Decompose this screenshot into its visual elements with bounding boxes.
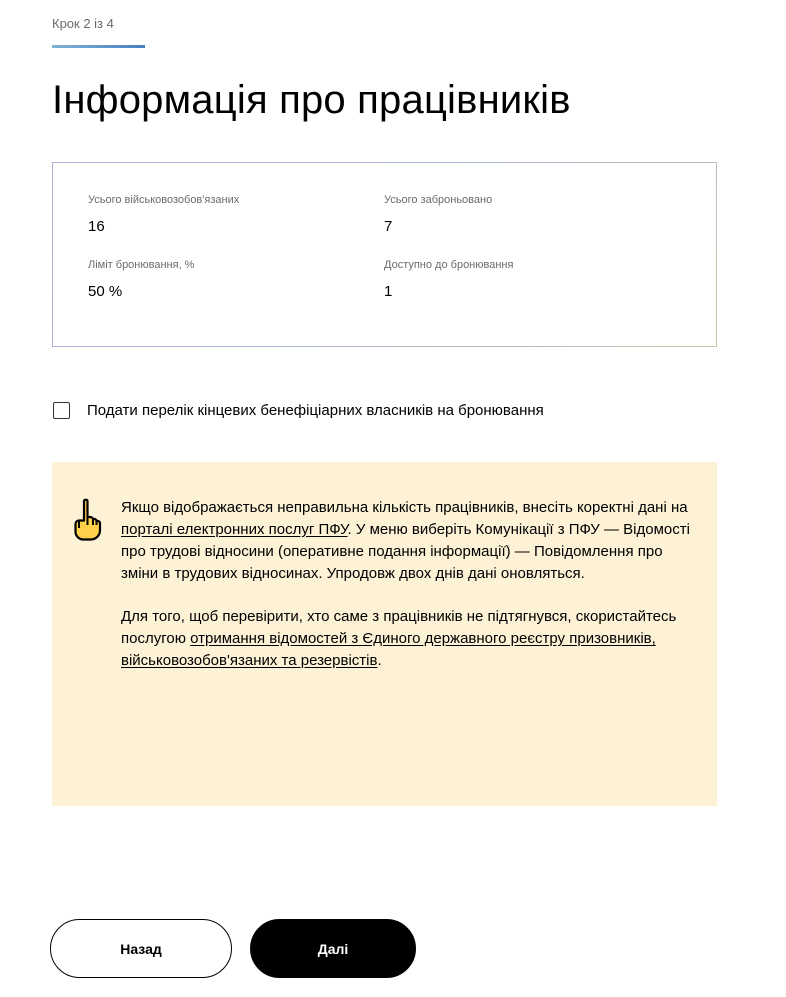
stat-label: Усього заброньовано [384,194,493,206]
notice-text [121,497,696,672]
stat-label: Усього військовозобов'язаних [88,194,240,206]
stat-value: 1 [384,283,393,300]
stat-value: 7 [384,218,393,235]
pfu-portal-link[interactable]: порталі електронних послуг ПФУ [121,521,348,538]
notice-text-fragment: Для того, щоб перевірити, хто саме з працівників не підтягнувся, скористайтесь послугою [121,608,677,647]
pointing-hand-icon [72,498,102,542]
back-button[interactable]: Назад [50,919,232,978]
info-notice [52,462,717,806]
step-indicator: Крок 2 із 4 [52,16,114,31]
notice-paragraph-1 [121,497,696,585]
employee-stats-card [52,162,717,347]
step-progress-underline [52,45,145,48]
beneficiaries-checkbox-row[interactable] [53,402,544,419]
beneficiaries-checkbox[interactable] [53,402,70,419]
notice-text-fragment: Якщо відображається неправильна кількість працівників, внесіть коректні дані на [121,499,688,516]
stat-value: 16 [88,218,105,235]
stat-value: 50 % [88,283,123,300]
next-button[interactable]: Далі [250,919,416,978]
registry-service-link[interactable]: отримання відомостей з Єдиного державного реєстру призовників, військовозобов'язаних та резервістів [121,630,656,669]
stat-total-liable [88,194,239,235]
stat-reservation-limit [88,259,194,300]
stat-available [384,259,513,300]
notice-paragraph-2 [121,606,696,672]
notice-text-fragment: . [377,652,382,669]
page-title: Інформація про працівників [52,78,571,122]
notice-text-fragment: . У меню виберіть Комунікації з ПФУ — Відомості про трудові відносини (оперативне подання інформації) — Повідомлення про зміни в трудових відносинах. Упродовж двох днів дані оновляться. [121,521,690,582]
stat-label: Доступно до бронювання [384,259,514,271]
stat-label: Ліміт бронювання, % [88,259,195,271]
beneficiaries-checkbox-label[interactable]: Подати перелік кінцевих бенефіціарних власників на бронювання [87,402,544,419]
stat-total-reserved [384,194,492,235]
